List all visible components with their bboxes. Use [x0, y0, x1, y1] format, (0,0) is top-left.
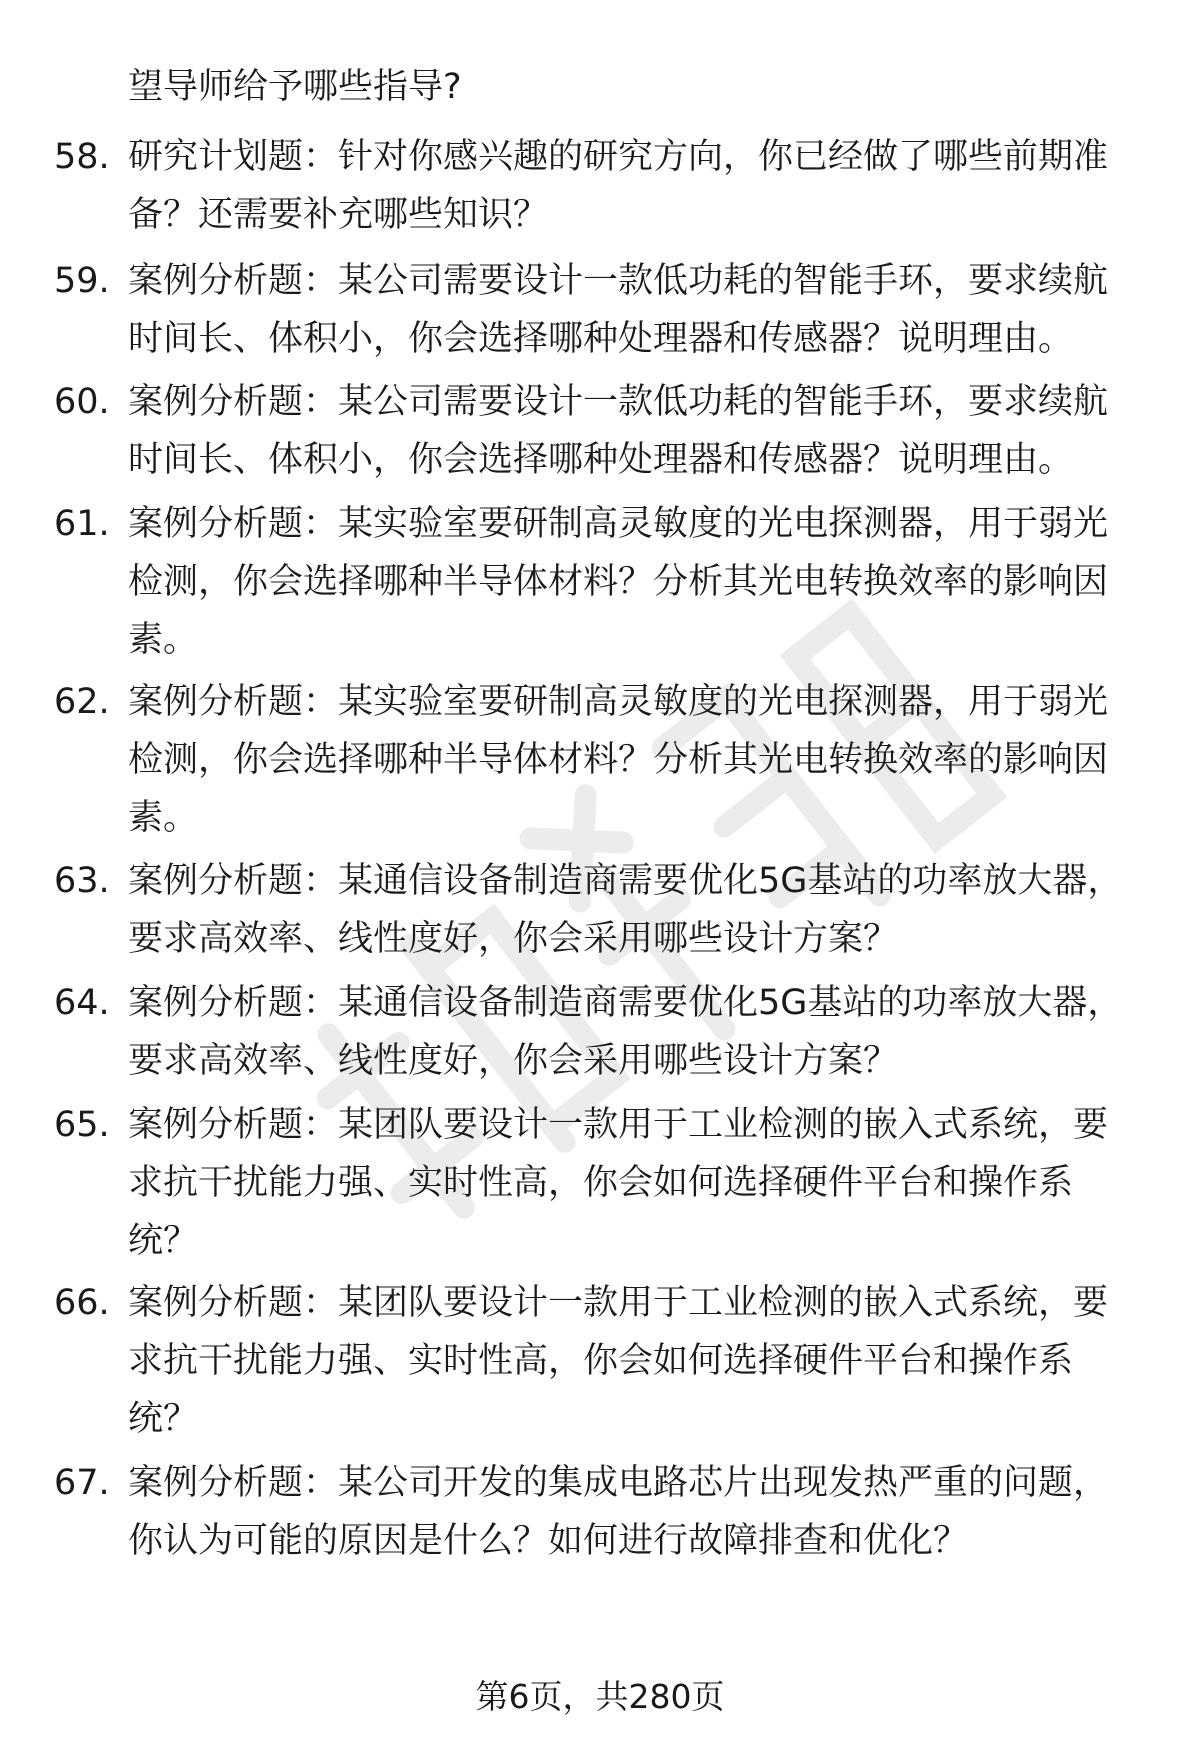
- question-text: [128, 1274, 1148, 1448]
- question-number: 65.: [54, 1105, 110, 1145]
- question-line: 要求高效率、线性度好，你会采用哪些设计方案？: [128, 1041, 899, 1081]
- question-text: [128, 1454, 1148, 1570]
- question-line: 时间长、体积小，你会选择哪种处理器和传感器？说明理由。: [128, 319, 1074, 359]
- page-number-footer: 第6页，共280页: [475, 1677, 725, 1716]
- question-line: 统？: [128, 1221, 199, 1261]
- question-number: 64.: [54, 983, 110, 1023]
- question-line: 案例分析题：某通信设备制造商需要优化5G基站的功率放大器，: [128, 861, 1123, 901]
- question-line: 备？还需要补充哪些知识？: [128, 195, 549, 235]
- question-number: 60.: [54, 382, 110, 422]
- question-line: 检测，你会选择哪种半导体材料？分析其光电转换效率的影响因: [128, 562, 1109, 602]
- question-line: 检测，你会选择哪种半导体材料？分析其光电转换效率的影响因: [128, 740, 1109, 780]
- question-text: [128, 373, 1148, 489]
- question-line: 素。: [128, 620, 199, 660]
- question-line: 案例分析题：某实验室要研制高灵敏度的光电探测器，用于弱光: [128, 682, 1109, 722]
- question-line: 案例分析题：某公司开发的集成电路芯片出现发热严重的问题，: [128, 1463, 1109, 1503]
- question-text: [128, 128, 1148, 244]
- question-line: 要求高效率、线性度好，你会采用哪些设计方案？: [128, 919, 899, 959]
- question-text: [128, 495, 1148, 669]
- question-number: 67.: [54, 1463, 110, 1503]
- question-text: [128, 673, 1148, 847]
- question-line: 案例分析题：某团队要设计一款用于工业检测的嵌入式系统，要: [128, 1105, 1109, 1145]
- continued-text: 望导师给予哪些指导?: [128, 67, 462, 107]
- question-line: 你认为可能的原因是什么？如何进行故障排查和优化？: [128, 1521, 969, 1561]
- question-line: 求抗干扰能力强、实时性高，你会如何选择硬件平台和操作系: [128, 1163, 1074, 1203]
- question-text: [128, 852, 1148, 968]
- question-line: 案例分析题：某团队要设计一款用于工业检测的嵌入式系统，要: [128, 1283, 1109, 1323]
- question-text: [128, 974, 1148, 1090]
- question-number: 62.: [54, 682, 110, 722]
- question-text: [128, 1096, 1148, 1270]
- question-line: 案例分析题：某通信设备制造商需要优化5G基站的功率放大器，: [128, 983, 1123, 1023]
- question-line: 案例分析题：某公司需要设计一款低功耗的智能手环，要求续航: [128, 382, 1109, 422]
- question-number: 63.: [54, 861, 110, 901]
- question-line: 研究计划题：针对你感兴趣的研究方向，你已经做了哪些前期准: [128, 137, 1109, 177]
- question-line: 案例分析题：某公司需要设计一款低功耗的智能手环，要求续航: [128, 261, 1109, 301]
- question-line: 案例分析题：某实验室要研制高灵敏度的光电探测器，用于弱光: [128, 504, 1109, 544]
- question-number: 61.: [54, 504, 110, 544]
- question-line: 时间长、体积小，你会选择哪种处理器和传感器？说明理由。: [128, 440, 1074, 480]
- question-text: [128, 252, 1148, 368]
- question-line: 素。: [128, 798, 199, 838]
- question-number: 58.: [54, 137, 110, 177]
- question-number: 66.: [54, 1283, 110, 1323]
- question-line: 统？: [128, 1399, 199, 1439]
- question-line: 求抗干扰能力强、实时性高，你会如何选择硬件平台和操作系: [128, 1341, 1074, 1381]
- question-number: 59.: [54, 261, 110, 301]
